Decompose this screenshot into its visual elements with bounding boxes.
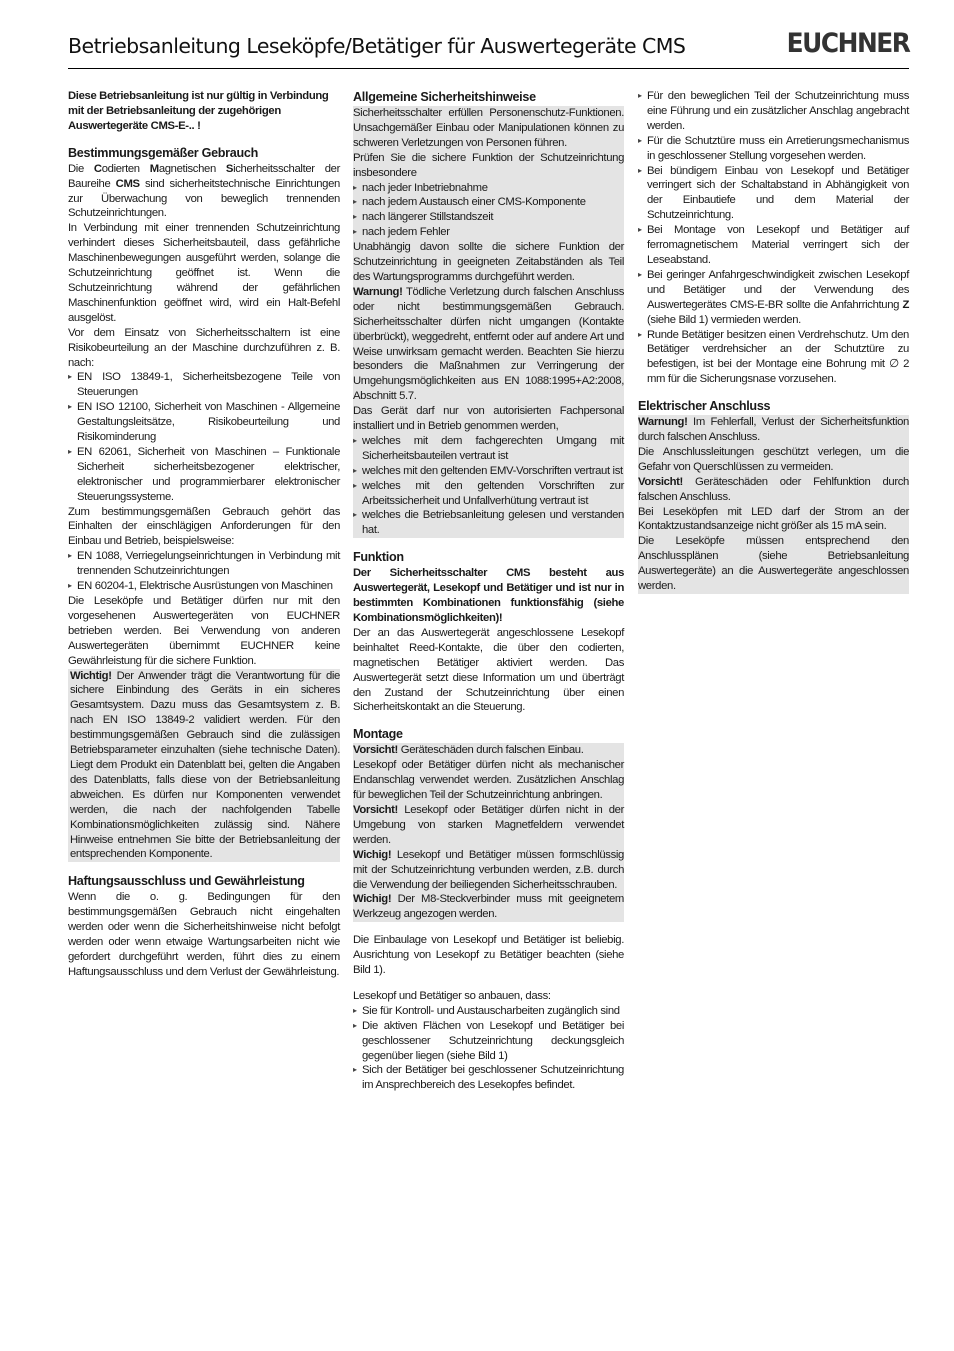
safety-box bbox=[353, 106, 624, 538]
warnung-paragraph: Warnung! Im Fehlerfall, Verlust der Sicherheitsfunktion durch falschen Anschluss. bbox=[638, 416, 909, 444]
paragraph-fachpersonal: Das Gerät darf nur von autorisierten Fachpersonal installiert und in Betrieb genommen werden, bbox=[353, 405, 624, 433]
paragraph-anschlussleitungen: Die Anschlussleitungen geschützt verlegen, um die Gefahr von Querschlüssen zu vermeiden. bbox=[638, 445, 909, 473]
list-item: ▸ welches die Betriebsanleitung gelesen und verstanden hat. bbox=[353, 508, 624, 538]
column-1 bbox=[68, 89, 340, 980]
list-item: ▸ Sich der Betätiger bei geschlossener Schutzeinrichtung im Ansprechbereich des Lesekopfes befindet. bbox=[353, 1063, 624, 1093]
list-item: ▸ EN ISO 13849-1, Sicherheitsbezogene Teile von Steuerungen bbox=[68, 370, 340, 400]
list-item: ▸ EN ISO 12100, Sicherheit von Maschinen - Allgemeine Gestaltungsleitsätze, Risikobeurteilung und Risikominderung bbox=[68, 400, 340, 445]
heading-haftungsausschluss: Haftungsausschluss und Gewährleistung bbox=[68, 874, 305, 889]
list-item: ▸ Die aktiven Flächen von Lesekopf und Betätiger bei geschlossener Schutzeinrichtung deckungsgleich gegenüber liegen (siehe Bild 1) bbox=[353, 1019, 624, 1064]
vorsicht-paragraph: Vorsicht! Geräteschäden oder Fehlfunktion durch falschen Anschluss. bbox=[638, 475, 909, 503]
list-item: ▸ welches mit den geltenden Vorschriften zur Arbeitssicherheit und Unfallverhütung vertraut ist bbox=[353, 479, 624, 509]
list-item: ▸ Für die Schutztüre muss ein Arretierungsmechanismus in geschlossener Stellung vorgesehen werden. bbox=[638, 134, 909, 164]
list-item: ▸ EN 62061, Sicherheit von Maschinen – Funktionale Sicherheit sicherheitsbezogener elektrischer, elektronischer und programmierbarer elektronischer Steuerungssysteme. bbox=[68, 445, 340, 505]
wichtig-paragraph-2: Wichig! Der M8-Steckverbinder muss mit geeignetem Werkzeug angezogen werden. bbox=[353, 893, 624, 921]
list-item: ▸ EN 1088, Verriegelungseinrichtungen in Verbindung mit trennenden Schutzeinrichtungen bbox=[68, 549, 340, 579]
wichtig-paragraph-1: Wichig! Lesekopf und Betätiger müssen formschlüssig mit der Schutzeinrichtung verbunden werden, z.B. durch die Verwendung der beiliegenden Sicherheitsschrauben. bbox=[353, 848, 624, 891]
heading-elektrischer-anschluss: Elektrischer Anschluss bbox=[638, 399, 771, 414]
paragraph-auswertegeraete: Die Leseköpfe und Betätiger dürfen nur mit den vorgesehenen Auswertegeräten von EUCHNER betrieben werden. Bei Verwendung von anderen Auswertegeräten übernimmt EUCHNER keine Gewährleistung für die sichere Funktion. bbox=[68, 595, 340, 667]
paragraph-wartung: Unabhängig davon sollte die sichere Funktion der Schutzeinrichtung in geeigneten Zeitabständen als Teil des Wartungsprogramms durchgeführt werden. bbox=[353, 241, 624, 283]
euchner-logo: EUCHNER bbox=[786, 28, 909, 59]
list-item: ▸ Sie für Kontroll- und Austauscharbeiten zugänglich sind bbox=[353, 1004, 624, 1019]
paragraph-risikobeurteilung: Vor dem Einsatz von Sicherheitsschaltern ist eine Risikobeurteilung an der Maschine durchzuführen z. B. nach: bbox=[68, 326, 340, 369]
paragraph-endanschlag: Lesekopf oder Betätiger dürfen nicht als mechanischer Endanschlag verwendet werden. Zusätzlichen Anschlag für beweglichen Teil der Schutzeinrichtung anbringen. bbox=[353, 759, 624, 802]
list-item: ▸ welches mit den geltenden EMV-Vorschriften vertraut ist bbox=[353, 464, 624, 479]
pruef-list bbox=[353, 181, 624, 241]
paragraph-cms-intro: Die Codierten Magnetischen Sicherheitsschalter der Baureihe CMS sind sicherheitstechnische Einrichtungen zur Überwachung von beweglich trennenden Schutzeinrichtungen. bbox=[68, 162, 340, 220]
paragraph-anbauen: Lesekopf und Betätiger so anbauen, dass: bbox=[353, 989, 551, 1002]
elektrisch-box bbox=[638, 415, 909, 594]
montage-warning-box bbox=[353, 743, 624, 922]
heading-bestimmungsgemaesser-gebrauch: Bestimmungsgemäßer Gebrauch bbox=[68, 145, 258, 160]
warnung-paragraph: Warnung! Tödliche Verletzung durch falschen Anschluss oder nicht bestimmungsgemäßen Gebrauch. Sicherheitsschalter dürfen nicht umgangen (Kontakte überbrückt), weggedreht, entfernt oder auf andere Art und Weise unwirksam gemacht werden. Beachten Sie hierzu besonders die Maßnahmen zur Verringerung der Umgehungsmöglichkeiten aus EN 1088:1995+A2:2008, Abschnitt 5.7. bbox=[353, 285, 624, 403]
list-item: ▸ nach jeder Inbetriebnahme bbox=[353, 181, 624, 196]
paragraph-anforderungen: Zum bestimmungsgemäßen Gebrauch gehört das Einhalten der einschlägigen Anforderungen für den Einbau und Betrieb, beispielsweise: bbox=[68, 505, 340, 548]
list-item: ▸ welches mit dem fachgerechten Umgang mit Sicherheitsbauteilen vertraut ist bbox=[353, 434, 624, 464]
montage-hinweise-list bbox=[638, 89, 909, 387]
list-item: ▸ nach jedem Fehler bbox=[353, 225, 624, 240]
intro-note: Diese Betriebsanleitung ist nur gültig in Verbindung mit der Betriebsanleitung der zugehörigen Auswertegeräte CMS-E-.. ! bbox=[68, 90, 329, 132]
heading-funktion: Funktion bbox=[353, 550, 404, 565]
list-item: ▸ Für den beweglichen Teil der Schutzeinrichtung muss eine Führung und ein zusätzlicher Anschlag angebracht werden. bbox=[638, 89, 909, 134]
vorsicht-paragraph-2: Vorsicht! Lesekopf oder Betätiger dürfen nicht in der Umgebung von starken Magnetfeldern verwendet werden. bbox=[353, 803, 624, 846]
wichtig-box: Wichtig! Der Anwender trägt die Verantwortung für die sichere Einbindung des Geräts in ein sicheres Gesamtsystem. Dazu muss das Gesamtsystem z. B. nach EN ISO 13849-2 validiert werden. Für den bestimmungsgemäßen Gebrauch sind die zulässigen Betriebsparameter einzuhalten (siehe technische Daten). Liegt dem Produkt ein Datenblatt bei, gelten die Angaben des Datenblatts, falls diese von der Betriebsanleitung abweichen. Es dürfen nur Komponenten verwendet werden, die nach der nachfolgenden Tabelle Kombinationsmöglichkeiten zulässig sind. Nähere Hinweise entnehmen Sie bitte der Betriebsanleitung der entsprechenden Komponente. bbox=[70, 669, 340, 861]
list-item: ▸ Runde Betätiger besitzen einen Verdrehschutz. Um den Betätiger verdrehsicher an der Schutztüre zu befestigen, ist bei der Montage eine Bohrung mit ∅ 2 mm für die Sicherungsnase vorzusehen. bbox=[638, 328, 909, 388]
list-item: ▸ Bei bündigem Einbau von Lesekopf und Betätiger verringert sich der Schaltabstand in Abhängigkeit von der Einbautiefe und dem Material der Schutzeinrichtung. bbox=[638, 164, 909, 224]
document-title: Betriebsanleitung Leseköpfe/Betätiger für Auswertegeräte CMS bbox=[68, 34, 686, 58]
column-3 bbox=[638, 89, 909, 594]
list-item: ▸ nach längerer Stillstandszeit bbox=[353, 210, 624, 225]
standards-list-2 bbox=[68, 549, 340, 594]
vorsicht-paragraph-1: Vorsicht! Geräteschäden durch falschen Einbau. bbox=[353, 744, 584, 757]
list-item: ▸ EN 60204-1, Elektrische Ausrüstungen von Maschinen bbox=[68, 579, 340, 594]
fachpersonal-list bbox=[353, 434, 624, 538]
paragraph-led-strom: Bei Leseköpfen mit LED darf der Strom an der Kontaktzustandsanzeige nicht größer als 15 mA sein. bbox=[638, 505, 909, 533]
paragraph-anschlussplaene: Die Leseköpfe müssen entsprechend den Anschlussplänen (siehe Betriebsanleitung Auswertegeräte) an die Auswertegeräte angeschlossen werden. bbox=[638, 535, 909, 593]
paragraph-funktion: Der an das Auswertegerät angeschlossene Lesekopf beinhaltet Reed-Kontakte, die über den codierten, magnetischen Betätiger aktiviert werden. Das Auswertegerät setzt diese Information um und überträgt den Zustand der Schutzeinrichtung über einen Sicherheitskontakt an die Steuerung. bbox=[353, 626, 624, 714]
heading-allgemeine-sicherheitshinweise: Allgemeine Sicherheitshinweise bbox=[353, 90, 536, 104]
list-item: ▸ Bei geringer Anfahrgeschwindigkeit zwischen Lesekopf und Betätiger und der Verwendung des Auswertegerätes CMS-E-BR sollte die Anfahrrichtung Z (siehe Bild 1) vermieden werden. bbox=[638, 268, 909, 328]
standards-list-1 bbox=[68, 370, 340, 504]
paragraph-schutzeinrichtung: In Verbindung mit einer trennenden Schutzeinrichtung verhindert dieses Sicherheitsbauteil, dass gefährliche Maschinenbewegungen ausgeführt werden, solange die Schutzeinrichtung geöffnet ist. Wenn die Schutzeinrichtung während der gefährlichen Maschinenfunktion geöffnet wird, wird ein Halt-Befehl ausgelöst. bbox=[68, 222, 340, 324]
list-item: ▸ Bei Montage von Lesekopf und Betätiger auf ferromagnetischem Material verringert sich der Leseabstand. bbox=[638, 223, 909, 268]
list-item: ▸ nach jedem Austausch einer CMS-Komponente bbox=[353, 195, 624, 210]
column-2 bbox=[353, 89, 624, 1093]
anbau-list bbox=[353, 1004, 624, 1093]
funktion-bold-note: Der Sicherheitsschalter CMS besteht aus Auswertegerät, Lesekopf und Betätiger und ist nur in bestimmten Kombinationen funktionsfähig (siehe Kombinationsmöglichkeiten)! bbox=[353, 567, 624, 624]
paragraph-personenschutz: Sicherheitsschalter erfüllen Personenschutz-Funktionen. Unsachgemäßer Einbau oder Manipulationen können zu schweren Verletzungen von Personen führen. bbox=[353, 107, 624, 149]
paragraph-haftung: Wenn die o. g. Bedingungen für den bestimmungsgemäßen Gebrauch nicht eingehalten werden oder wenn die Sicherheitshinweise nicht befolgt werden oder wenn etwaige Wartungsarbeiten nicht wie gefordert durchgeführt werden, führt dies zu einem Haftungsausschluss und dem Verlust der Gewährleistung. bbox=[68, 891, 340, 978]
paragraph-pruefen: Prüfen Sie die sichere Funktion der Schutzeinrichtung insbesondere bbox=[353, 151, 624, 179]
heading-montage: Montage bbox=[353, 727, 403, 742]
paragraph-einbaulage: Die Einbaulage von Lesekopf und Betätiger ist beliebig. Ausrichtung von Lesekopf zu Betätiger beachten (siehe Bild 1). bbox=[353, 934, 624, 977]
page-header bbox=[68, 28, 909, 69]
